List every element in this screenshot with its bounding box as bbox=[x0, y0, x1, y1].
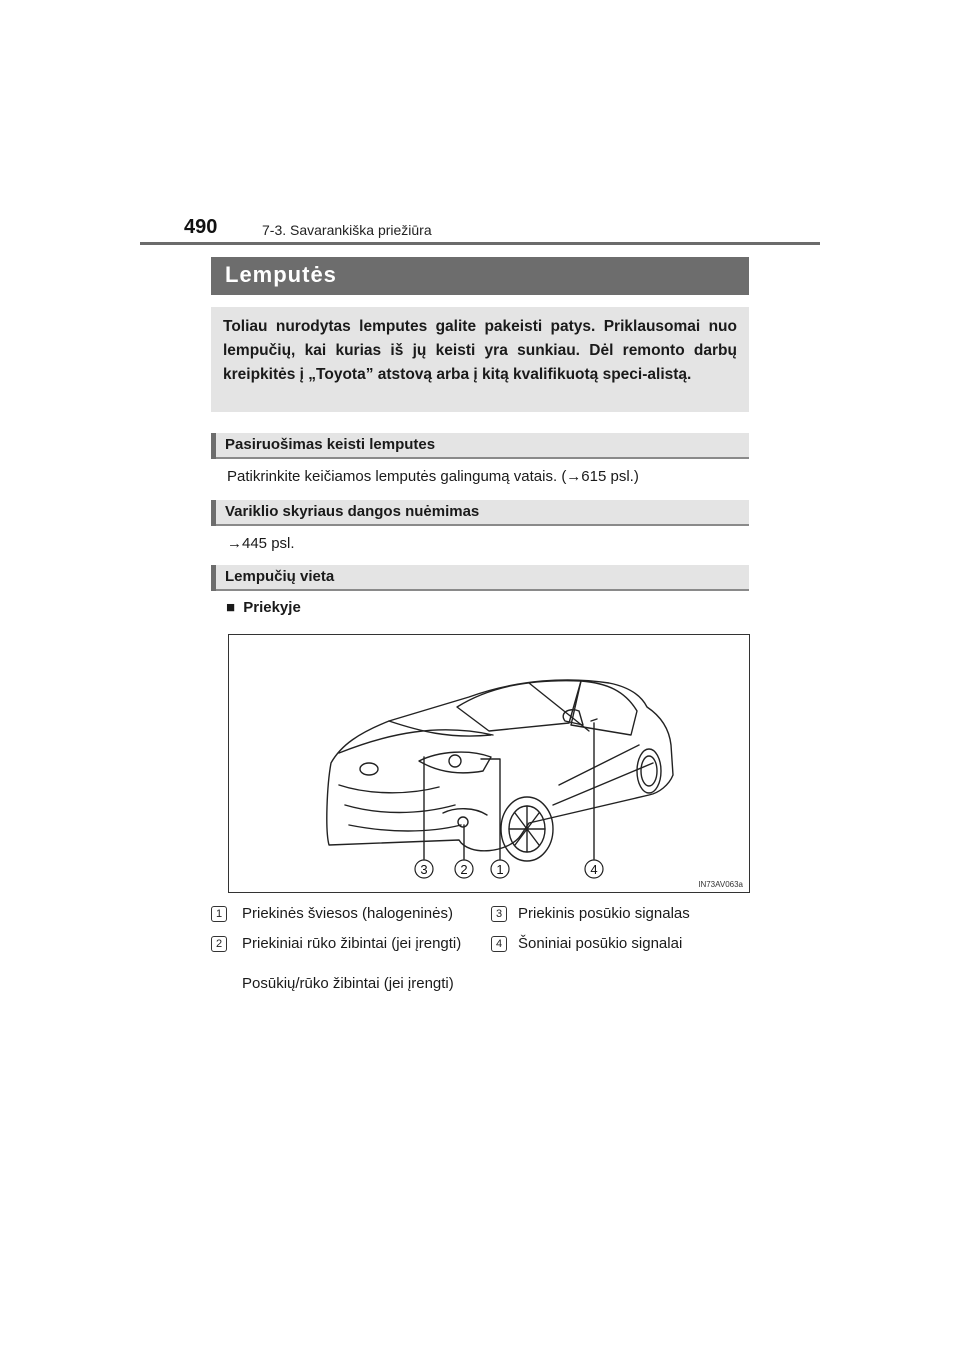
subheading-label: Variklio skyriaus dangos nuėmimas bbox=[225, 503, 480, 520]
callout-4-label: 4 bbox=[590, 862, 598, 877]
subheading-label: Pasiruošimas keisti lemputes bbox=[225, 436, 436, 453]
subheading-accent bbox=[211, 500, 216, 526]
callout-2-label: 2 bbox=[460, 862, 468, 877]
engine-cover-text: →445 psl. bbox=[227, 535, 295, 552]
square-bullet-icon: ■ bbox=[226, 599, 236, 616]
subheading-label: Lempučių vieta bbox=[225, 568, 335, 585]
legend-text: Priekiniai rūko žibintai (jei įrengti) bbox=[242, 935, 462, 952]
intro-text: Toliau nurodytas lemputes galite pakeisti patys. Priklausomai nuo lempučių, kai kurias iš jų keisti yra sunkiau. Dėl remonto darbų kreipkitės į „Toyota” atstovą arba į kitą kvalifikuotą speci-alistą. bbox=[223, 318, 737, 383]
legend-text: Šoniniai posūkio signalai bbox=[518, 935, 683, 952]
legend-text-extra: Posūkių/rūko žibintai (jei įrengti) bbox=[242, 975, 454, 992]
subheading-bulb-location bbox=[211, 565, 749, 591]
subheading-preparation bbox=[211, 433, 749, 459]
car-figure bbox=[228, 634, 750, 893]
header-rule bbox=[140, 242, 820, 245]
subsection-title: Priekyje bbox=[243, 599, 301, 616]
main-title-bar bbox=[211, 257, 749, 295]
legend-number: 1 bbox=[211, 906, 227, 922]
legend-text: Priekinis posūkio signalas bbox=[518, 905, 690, 922]
callout-1-label: 1 bbox=[496, 862, 504, 877]
legend-text: Priekinės šviesos (halogeninės) bbox=[242, 905, 453, 922]
car-illustration bbox=[229, 635, 749, 892]
legend-number: 2 bbox=[211, 936, 227, 952]
subsection-heading bbox=[226, 599, 301, 616]
legend-number: 4 bbox=[491, 936, 507, 952]
legend-number: 3 bbox=[491, 906, 507, 922]
page-number: 490 bbox=[184, 216, 218, 238]
callout-3-label: 3 bbox=[420, 862, 428, 877]
subheading-accent bbox=[211, 565, 216, 591]
section-title: 7-3. Savarankiška priežiūra bbox=[262, 222, 432, 238]
subheading-accent bbox=[211, 433, 216, 459]
subheading-engine-cover bbox=[211, 500, 749, 526]
page-title: Lemputės bbox=[225, 262, 337, 287]
preparation-text: Patikrinkite keičiamos lemputės galingumą vatais. (→615 psl.) bbox=[227, 468, 639, 485]
figure-code: IN73AV063a bbox=[698, 880, 743, 889]
intro-box bbox=[211, 307, 749, 412]
